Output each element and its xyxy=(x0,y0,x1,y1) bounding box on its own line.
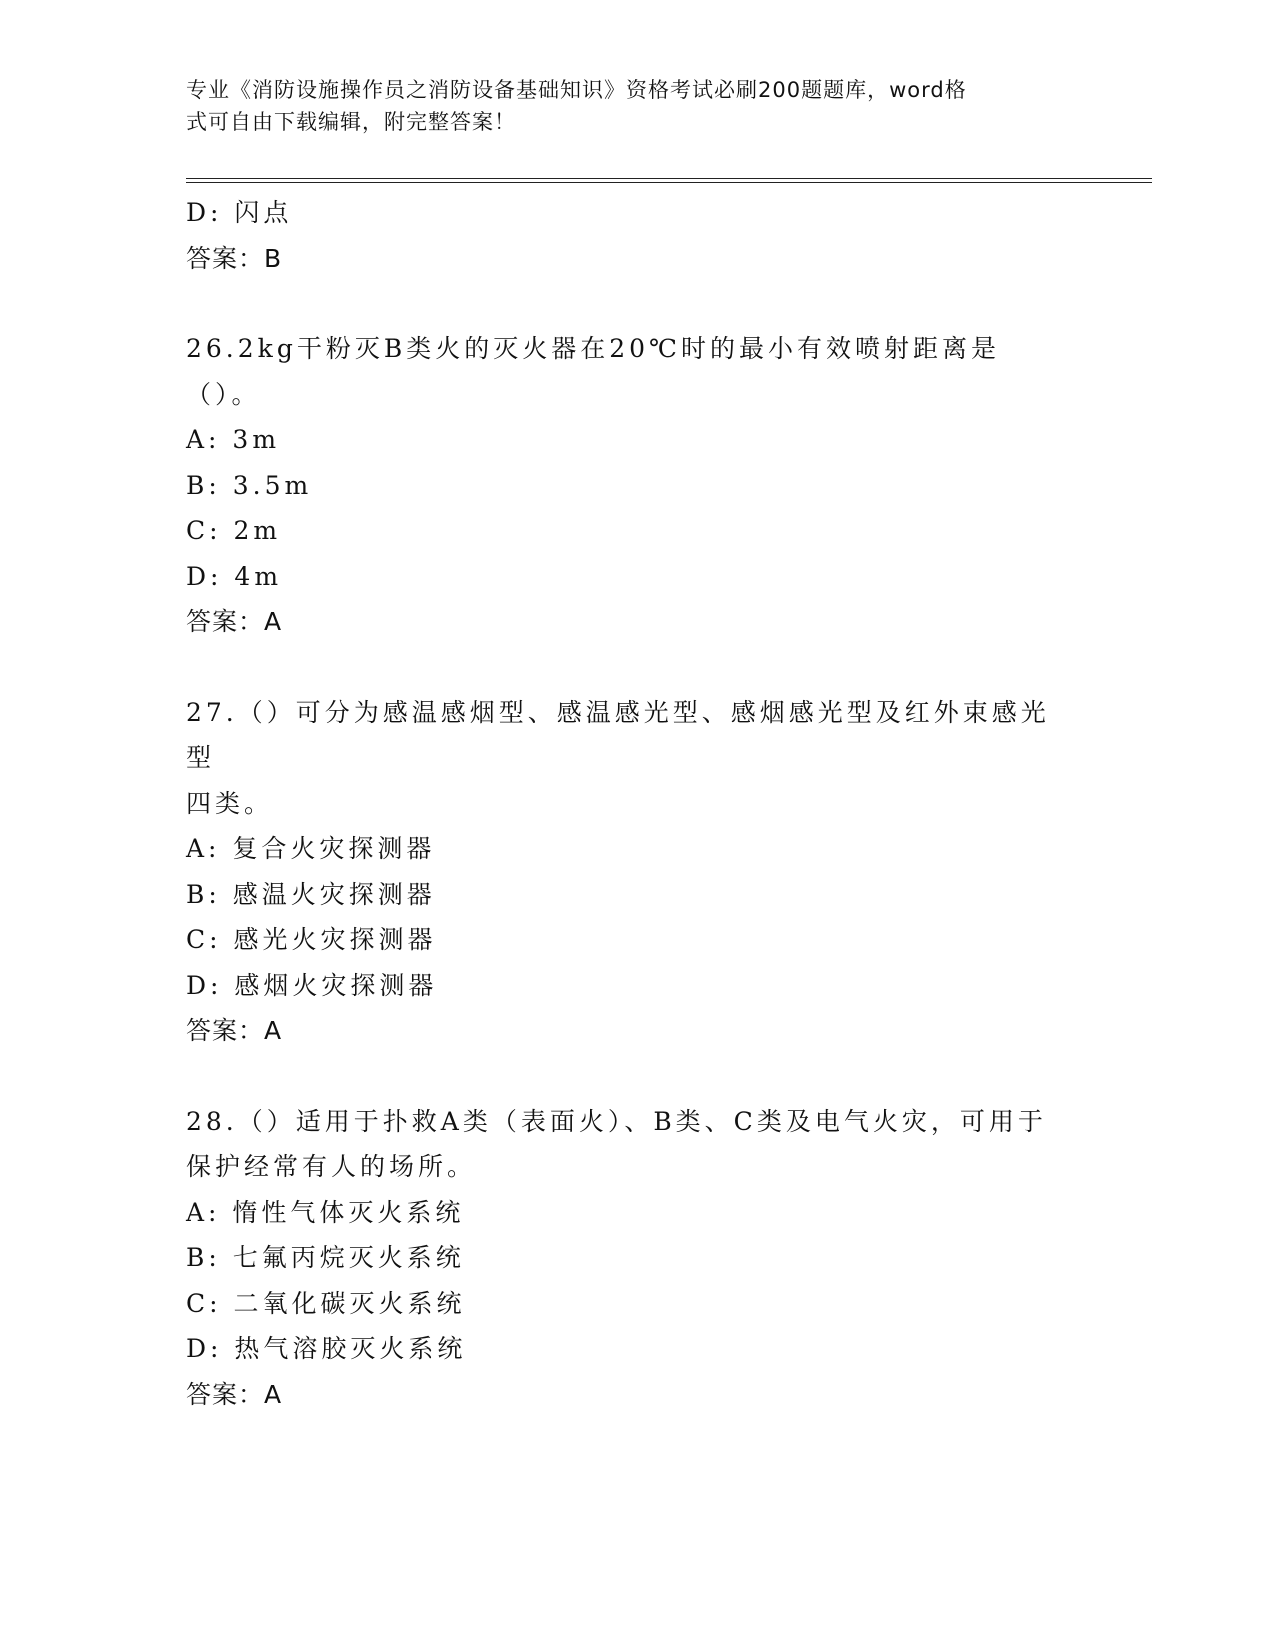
option-b: B: 3.5m xyxy=(186,470,313,500)
header-divider-top xyxy=(186,178,1152,179)
option-b: B: 七氟丙烷灭火系统 xyxy=(186,1243,465,1272)
option-d: D: 感烟火灾探测器 xyxy=(186,970,438,1000)
answer: 答案：A xyxy=(186,607,283,636)
option-d: D: 热气溶胶灭火系统 xyxy=(186,1334,467,1363)
question-26 xyxy=(186,326,1086,645)
option-c: C: 感光火灾探测器 xyxy=(186,925,437,954)
header-line-2: 式可自由下载编辑，附完整答案！ xyxy=(186,110,516,134)
question-stem-line-1: 28.（）适用于扑救A类（表面火）、B类、C类及电气火灾，可用于 xyxy=(186,1106,1047,1136)
question-28 xyxy=(186,1099,1086,1418)
option-c: C: 2m xyxy=(186,516,282,545)
spacer xyxy=(186,1054,1086,1099)
answer: 答案：A xyxy=(186,1379,283,1409)
answer: 答案：A xyxy=(186,1016,283,1045)
question-stem: 26.2kg干粉灭B类火的灭火器在20℃时的最小有效喷射距离是（）。 xyxy=(186,334,1000,409)
header-divider-bottom xyxy=(186,182,1152,183)
prev-option-d: D: 闪点 xyxy=(186,198,293,227)
option-a: A: 3m xyxy=(186,425,281,454)
option-c: C: 二氧化碳灭火系统 xyxy=(186,1288,466,1318)
header-line-1: 专业《消防设施操作员之消防设备基础知识》资格考试必刷200题题库，word格 xyxy=(186,78,967,102)
question-stem-line-1: 27.（）可分为感温感烟型、感温感光型、感烟感光型及红外束感光型 xyxy=(186,697,1050,772)
spacer xyxy=(186,645,1086,690)
option-d: D: 4m xyxy=(186,561,283,591)
question-stem-line-2: 保护经常有人的场所。 xyxy=(186,1152,477,1181)
question-stem-line-2: 四类。 xyxy=(186,788,274,818)
option-a: A: 复合火灾探测器 xyxy=(186,834,436,863)
spacer xyxy=(186,281,1086,326)
question-list xyxy=(186,190,1086,1417)
prev-answer: 答案：B xyxy=(186,243,283,273)
document-header xyxy=(186,74,1066,138)
question-27 xyxy=(186,690,1086,1054)
option-a: A: 惰性气体灭火系统 xyxy=(186,1197,465,1227)
option-b: B: 感温火灾探测器 xyxy=(186,879,436,909)
